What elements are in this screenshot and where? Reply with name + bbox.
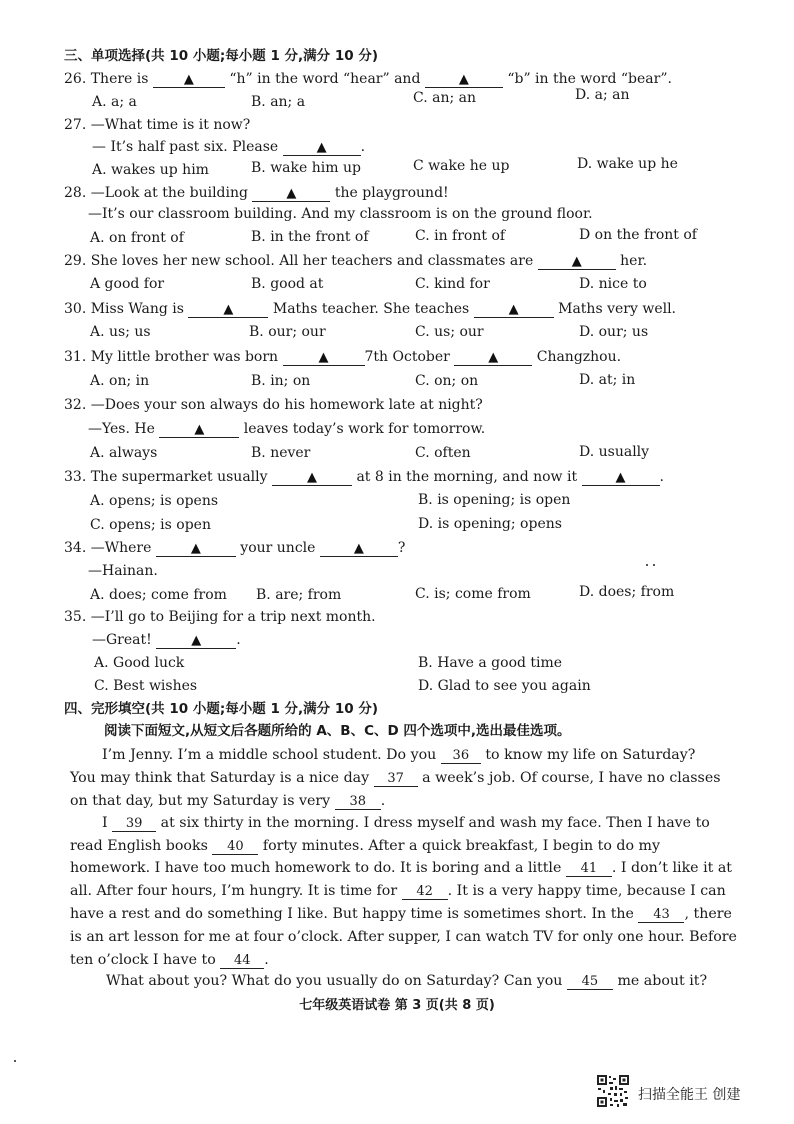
question-26: 26. There is ▲ “h” in the word “hear” and ▲ “b” in the word “bear”. xyxy=(64,71,672,87)
option-c: C. Best wishes xyxy=(94,678,198,694)
answer-blank: ▲ xyxy=(283,140,361,156)
option-a: A. a; a xyxy=(92,94,137,110)
section4-title: 四、完形填空(共 10 小题;每小题 1 分,满分 10 分) xyxy=(64,701,379,717)
scanner-watermark: 扫描全能王 创建 xyxy=(638,1087,741,1103)
option-d: D. usually xyxy=(579,444,650,460)
passage-line: all. After four hours, I’m hungry. It is time for 42 . It is a very happy time, because I can xyxy=(70,883,726,899)
option-b: B. never xyxy=(251,445,311,461)
option-d: D. a; an xyxy=(575,87,630,103)
question-30: 30. Miss Wang is ▲ Maths teacher. She teaches ▲ Maths very well. xyxy=(64,301,677,317)
passage-line: read English books 40 forty minutes. After a quick breakfast, I begin to do my xyxy=(70,838,661,854)
answer-blank: ▲ xyxy=(538,254,616,270)
option-d: D. does; from xyxy=(579,584,675,600)
answer-blank: ▲ xyxy=(454,350,532,366)
option-d: D. wake up he xyxy=(577,156,678,172)
blank-36: 36 xyxy=(441,748,481,764)
passage-line: What about you? What do you usually do on Saturday? Can you 45 me about it? xyxy=(106,973,708,989)
scan-speck xyxy=(14,1060,16,1062)
passage-line: have a rest and do something I like. But happy time is sometimes short. In the 43 , there xyxy=(70,906,732,922)
answer-blank: ▲ xyxy=(425,72,503,88)
option-b: B. are; from xyxy=(256,587,342,603)
question-35: 35. —I’ll go to Beijing for a trip next month. xyxy=(64,609,376,625)
option-c: C. opens; is open xyxy=(90,517,211,533)
answer-blank: ▲ xyxy=(283,350,365,366)
option-d: D. nice to xyxy=(579,276,647,292)
option-d: D on the front of xyxy=(579,227,697,243)
question-34: 34. —Where ▲ your uncle ▲ ? xyxy=(64,540,406,556)
option-c: C. kind for xyxy=(415,276,490,292)
section4-instruction: 阅读下面短文,从短文后各题所给的 A、B、C、D 四个选项中,选出最佳选项。 xyxy=(104,723,571,739)
answer-blank: ▲ xyxy=(320,541,398,557)
question-29: 29. She loves her new school. All her teachers and classmates are ▲ her. xyxy=(64,253,648,269)
answer-blank: ▲ xyxy=(474,302,554,318)
option-a: A. does; come from xyxy=(90,587,227,603)
passage-line: I 39 at six thirty in the morning. I dress myself and wash my face. Then I have to xyxy=(102,815,710,831)
option-b: B. is opening; is open xyxy=(418,492,571,508)
option-c: C. in front of xyxy=(415,228,506,244)
question-34-reply: —Hainan. xyxy=(88,563,158,579)
passage-line: ten o’clock I have to 44 . xyxy=(70,952,269,968)
answer-blank: ▲ xyxy=(153,72,225,88)
question-27-reply: — It’s half past six. Please ▲ . xyxy=(92,139,366,155)
passage-line: is an art lesson for me at four o’clock. After supper, I can watch TV for only one hour. Before xyxy=(70,929,737,945)
answer-blank: ▲ xyxy=(582,470,660,486)
option-c: C. on; on xyxy=(415,373,479,389)
option-d: D. our; us xyxy=(579,324,649,340)
option-a: A. opens; is opens xyxy=(90,493,219,509)
answer-blank: ▲ xyxy=(156,633,236,649)
blank-43: 43 xyxy=(638,907,684,923)
option-b: B. good at xyxy=(251,276,324,292)
question-28: 28. —Look at the building ▲ the playground! xyxy=(64,185,449,201)
option-a: A. us; us xyxy=(90,324,151,340)
option-c: C. is; come from xyxy=(415,586,531,602)
blank-40: 40 xyxy=(212,839,258,855)
scan-speck xyxy=(646,564,648,566)
question-33: 33. The supermarket usually ▲ at 8 in the morning, and now it ▲ . xyxy=(64,469,664,485)
option-b: B. Have a good time xyxy=(418,655,563,671)
question-28-reply: —It’s our classroom building. And my classroom is on the ground floor. xyxy=(88,206,593,222)
passage-line: homework. I have too much homework to do. It is boring and a little 41 . I don’t like it at xyxy=(70,860,732,876)
answer-blank: ▲ xyxy=(188,302,268,318)
section3-title: 三、单项选择(共 10 小题;每小题 1 分,满分 10 分) xyxy=(64,48,379,64)
question-31: 31. My little brother was born ▲ 7th October ▲ Changzhou. xyxy=(64,349,622,365)
passage-line: I’m Jenny. I’m a middle school student. Do you 36 to know my life on Saturday? xyxy=(102,747,696,763)
blank-45: 45 xyxy=(567,974,613,990)
option-b: B. an; a xyxy=(251,94,306,110)
blank-37: 37 xyxy=(374,771,418,787)
answer-blank: ▲ xyxy=(252,186,330,202)
option-d: D. Glad to see you again xyxy=(418,678,591,694)
option-a: A. wakes up him xyxy=(92,162,209,178)
page-footer: 七年级英语试卷 第 3 页(共 8 页) xyxy=(299,998,495,1013)
passage-line: on that day, but my Saturday is very 38 . xyxy=(70,793,386,809)
option-d: D. at; in xyxy=(579,372,636,388)
question-35-reply: —Great! ▲ . xyxy=(92,632,241,648)
blank-41: 41 xyxy=(566,861,612,877)
answer-blank: ▲ xyxy=(272,470,352,486)
qr-code-icon xyxy=(596,1074,630,1108)
question-32: 32. —Does your son always do his homework late at night? xyxy=(64,397,483,413)
option-c: C. us; our xyxy=(415,324,484,340)
answer-blank: ▲ xyxy=(159,422,239,438)
option-a: A. on; in xyxy=(90,373,150,389)
scan-speck xyxy=(653,564,655,566)
option-c: C. an; an xyxy=(413,90,477,106)
option-b: B. in the front of xyxy=(251,229,369,245)
option-a: A. always xyxy=(90,445,158,461)
blank-42: 42 xyxy=(402,884,448,900)
question-32-reply: —Yes. He ▲ leaves today’s work for tomorrow. xyxy=(88,421,486,437)
blank-39: 39 xyxy=(112,816,156,832)
option-c: C wake he up xyxy=(413,158,510,174)
blank-38: 38 xyxy=(335,794,381,810)
option-a: A good for xyxy=(90,276,165,292)
option-d: D. is opening; opens xyxy=(418,516,562,532)
option-b: B. in; on xyxy=(251,373,311,389)
option-a: A. Good luck xyxy=(94,655,185,671)
answer-blank: ▲ xyxy=(156,541,236,557)
option-c: C. often xyxy=(415,445,471,461)
option-b: B. our; our xyxy=(249,324,326,340)
blank-44: 44 xyxy=(220,953,264,969)
option-a: A. on front of xyxy=(90,230,184,246)
question-27: 27. —What time is it now? xyxy=(64,117,251,133)
option-b: B. wake him up xyxy=(251,160,361,176)
passage-line: You may think that Saturday is a nice day 37 a week’s job. Of course, I have no classes xyxy=(70,770,721,786)
